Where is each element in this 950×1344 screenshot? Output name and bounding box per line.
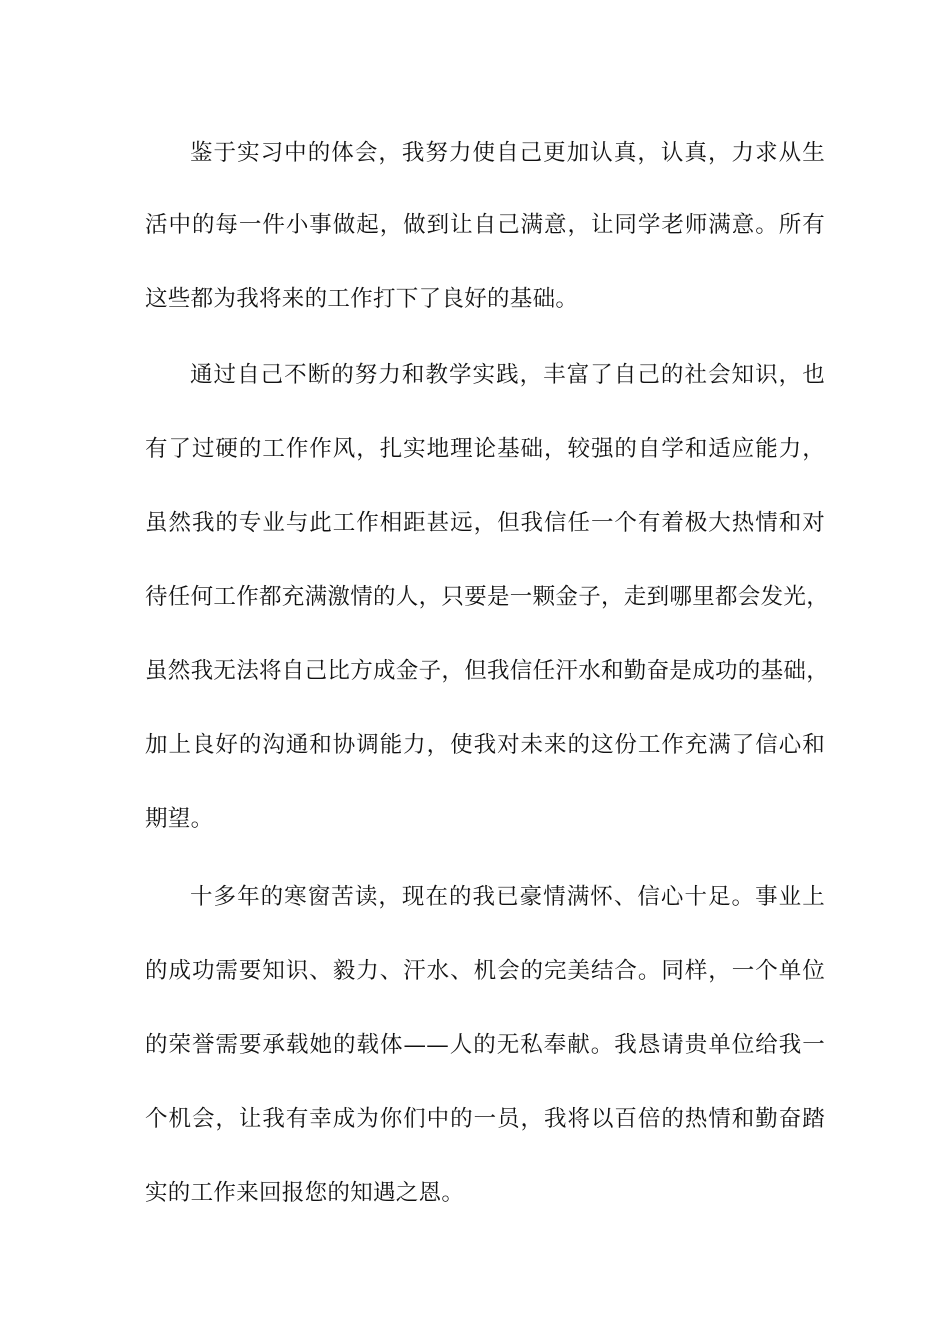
paragraph-3-line-2: 的成功需要知识、毅力、汗水、机会的完美结合。同样，一个单位 xyxy=(145,958,825,984)
paragraph-2-line-4: 待任何工作都充满激情的人，只要是一颗金子，走到哪里都会发光， xyxy=(145,584,830,610)
paragraph-2-line-1: 通过自己不断的努力和教学实践，丰富了自己的社会知识，也 xyxy=(190,362,825,388)
paragraph-3-line-1: 十多年的寒窗苦读，现在的我已豪情满怀、信心十足。事业上 xyxy=(190,884,825,910)
paragraph-2-line-3: 虽然我的专业与此工作相距甚远，但我信任一个有着极大热情和对 xyxy=(145,510,825,536)
paragraph-1-line-2: 活中的每一件小事做起，做到让自己满意，让同学老师满意。所有 xyxy=(145,212,825,238)
paragraph-3-line-5: 实的工作来回报您的知遇之恩。 xyxy=(145,1180,465,1206)
paragraph-3-line-4: 个机会，让我有幸成为你们中的一员，我将以百倍的热情和勤奋踏 xyxy=(145,1106,825,1132)
paragraph-2-line-6: 加上良好的沟通和协调能力，使我对未来的这份工作充满了信心和 xyxy=(145,732,825,758)
paragraph-3-line-3: 的荣誉需要承载她的载体——人的无私奉献。我恳请贵单位给我一 xyxy=(145,1032,825,1058)
paragraph-2-line-7: 期望。 xyxy=(145,806,214,832)
paragraph-1-line-1: 鉴于实习中的体会，我努力使自己更加认真，认真，力求从生 xyxy=(190,140,825,166)
paragraph-2-line-2: 有了过硬的工作作风，扎实地理论基础，较强的自学和适应能力， xyxy=(145,436,825,462)
paragraph-1-line-3: 这些都为我将来的工作打下了良好的基础。 xyxy=(145,286,579,312)
paragraph-2-line-5: 虽然我无法将自己比方成金子，但我信任汗水和勤奋是成功的基础， xyxy=(145,658,830,684)
